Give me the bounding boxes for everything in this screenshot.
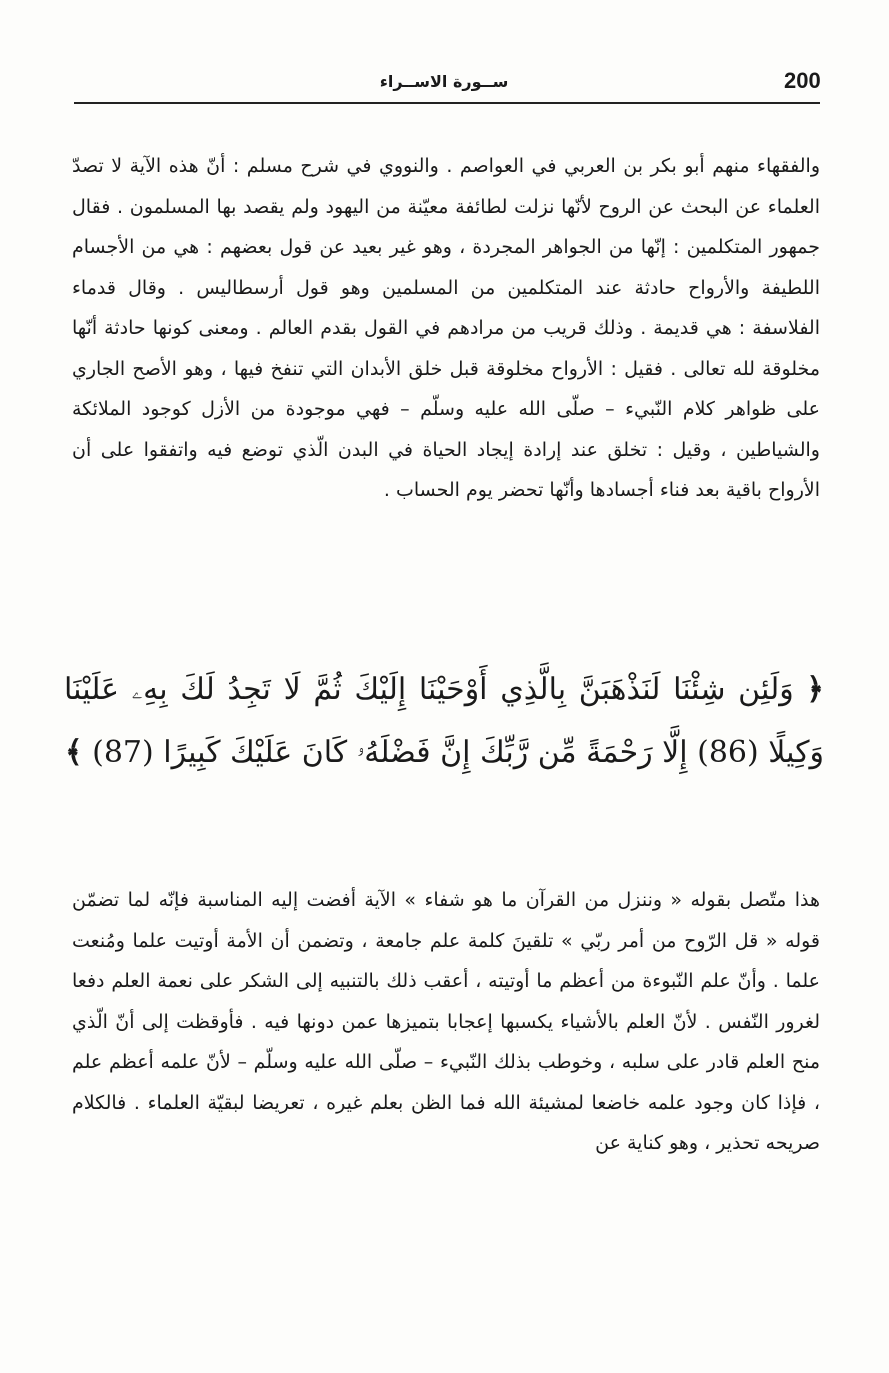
page-number: 200 — [784, 68, 821, 93]
page-header — [74, 66, 820, 104]
commentary-paragraph-1: والفقهاء منهم أبو بكر بن العربي في العواصم . والنووي في شرح مسلم : أنّ هذه الآية لا تصدّ العلماء عن البحث عن الروح لأنّها نزلت لطائفة معيّنة من اليهود ولم يقصد بها المسلمون . فقال جمهور المتكلمين : إنّها من الجواهر المجردة ، وهو غير بعيد عن قول بعضهم : هي من الأجسام اللطيفة والأرواح حادثة عند المتكلمين من المسلمين وهو قول أرسطاليس . وقال قدماء الفلاسفة : هي قديمة . وذلك قريب من مرادهم في القول بقدم العالم . ومعنى كونها حادثة أنّها مخلوقة لله تعالى . فقيل : الأرواح مخلوقة قبل خلق الأبدان التي تنفخ فيها ، وهو الأصح الجاري على ظواهر كلام النّبيء – صلّى الله عليه وسلّم – فهي موجودة من الأزل كوجود الملائكة والشياطين ، وقيل : تخلق عند إرادة إيجاد الحياة في البدن الّذي توضع فيه واتفقوا على أن الأرواح باقية بعد فناء أجسادها وأنّها تحضر يوم الحساب . — [72, 155, 820, 501]
quran-verse — [64, 658, 824, 784]
verse-close-bracket: ﴾ — [64, 735, 83, 770]
surah-title: ســورة الاســراء — [379, 72, 509, 91]
verse-open-bracket: ﴿ — [806, 672, 824, 707]
header-rule — [74, 102, 820, 104]
verse-text: وَلَئِن شِئْنَا لَنَذْهَبَنَّ بِالَّذِي أَوْحَيْنَا إِلَيْكَ ثُمَّ لَا تَجِدُ لَكَ بِهِۦ عَلَيْنَا وَكِيلًا (86) إِلَّا رَحْمَةً مِّن رَّبِّكَ إِنَّ فَضْلَهُۥ كَانَ عَلَيْكَ كَبِيرًا (87) — [64, 672, 824, 770]
commentary-paragraph-2: هذا متّصل بقوله « وننزل من القرآن ما هو شفاء » الآية أفضت إليه المناسبة فإنّه لما تضمّن قوله « قل الرّوح من أمر ربّي » تلقينَ كلمة علم جامعة ، وتضمن أن الأمة أوتيت علما ومُنعت علما . وأنّ علم النّبوءة من أعظم ما أوتيته ، أعقب ذلك بالتنبيه إلى الشكر على نعمة العلم دفعا لغرور النّفس . لأنّ العلم بالأشياء يكسبها إعجابا بتميزها عمن دونها فيه . فأوقظت إلى أنّ الّذي منح العلم قادر على سلبه ، وخوطب بذلك النّبيء – صلّى الله عليه وسلّم – لأنّ علمه أعظم علم ، فإذا كان وجود علمه خاضعا لمشيئة الله فما الظن بعلم غيره ، تعريضا لبقيّة العلماء . فالكلام صريحه تحذير ، وهو كناية عن — [72, 889, 820, 1154]
